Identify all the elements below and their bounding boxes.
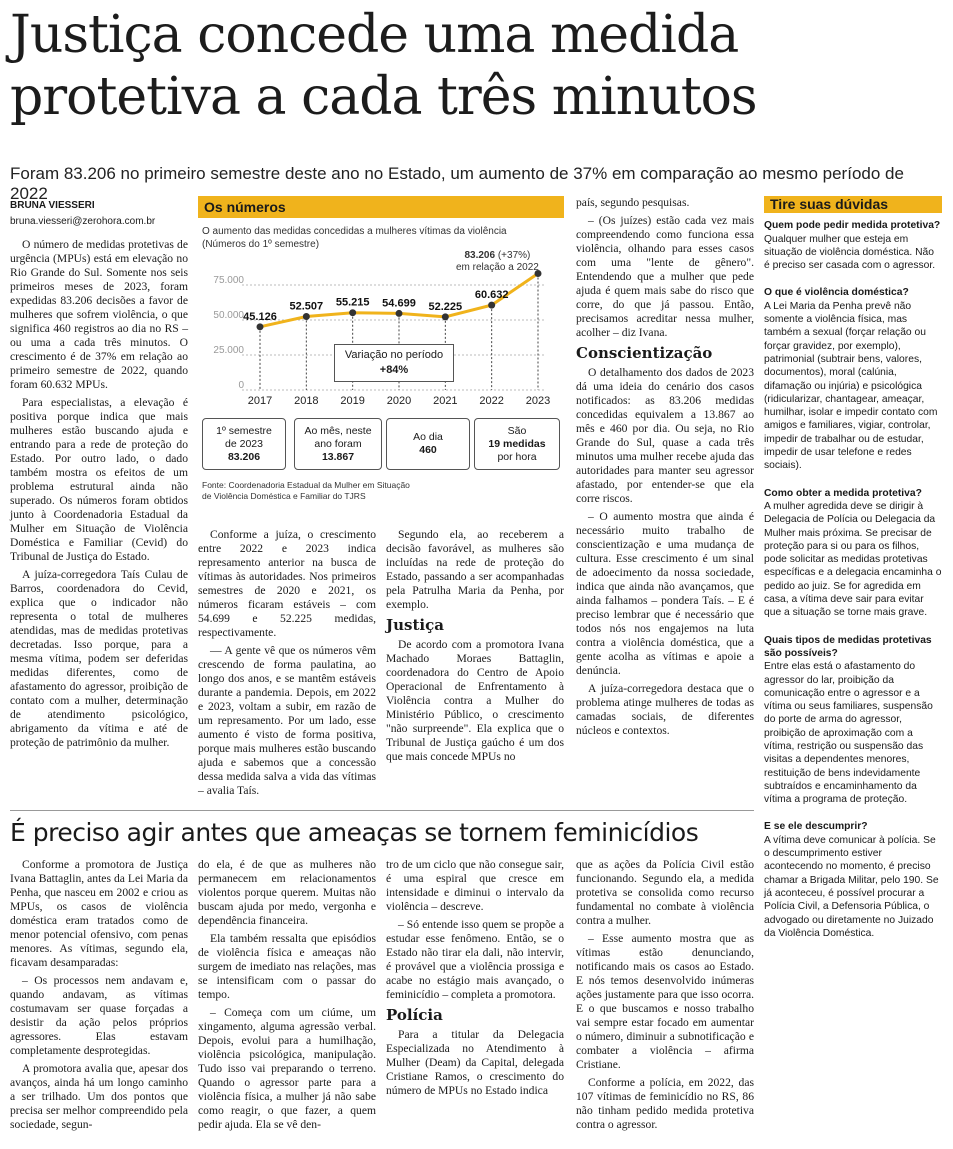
data-point [442,313,449,320]
paragraph: – Os processos nem andavam e, quando andavam, as vítimas costumavam ser quase forçadas a desistir da ação pelos próprios agressores. Elas estavam completamente desprotegidas. [10,974,188,1057]
variation-box [334,344,454,382]
byline-email[interactable]: bruna.viesseri@zerohora.com.br [10,216,156,227]
data-point [257,323,264,330]
headline-line-2: protetiva a cada três minutos [10,67,757,127]
paragraph: que as ações da Polícia Civil estão funcionando. Segundo ela, a medida protetiva se consolida como recurso fundamental no combate à violência contra a mulher. [576,858,754,927]
article-column-1 [10,238,188,754]
paragraph: A juíza-corregedora Taís Culau de Barros, coordenadora do Cevid, explica que o indicador não representa o total de mulheres atendidas, mas de medidas protetivas decretadas. Isso porque, para a mesma vítima, podem ser deferidas medidas diferentes, como de afastamento do agressor, proibição de contato com a mulher, determinação de atendimento psicológico, abrigamento da vítima e até de proteção de patrimônio da mulher. [10,568,188,749]
faq-question: E se ele descumprir? [764,821,868,833]
article-column-2 [198,528,376,802]
variation-value: +84% [379,364,409,376]
stat-box: 1º semestre de 2023 83.206 [202,418,286,470]
section-heading-conscientizacao: Conscientização [576,344,713,362]
x-tick-label: 2017 [247,395,273,407]
byline-name: BRUNA VIESSERI [10,200,95,211]
paragraph: – Esse aumento mostra que as vítimas estão denunciando, notificando mais os casos ao Estado. E nós temos desenvolvido inúmeras ações justamente para que isso ocorra. E o que buscamos e nosso trabalho vai sempre estar focado em aumentar o número, diminuir a subnotificação e combater a violência – afirma Cristiane. [576,932,754,1071]
faq-question: O que é violência doméstica? [764,287,909,299]
paragraph: – O aumento mostra que ainda é necessário muito trabalho de conscientização e uma mudança de cultura. Esse crescimento é um sinal de adoecimento da nossa sociedade, indica que ainda não avançamos, que ainda falhamos – pondera Taís. – E é preciso lembrar que é necessário que todos nós nos engajemos na luta contra a violência doméstica, que a gente acolha as vítimas e apoie a denúncia. [576,510,754,677]
x-tick-label: 2023 [525,395,551,407]
faq-question: Quem pode pedir medida protetiva? [764,220,941,232]
paragraph: – (Os juízes) estão cada vez mais compreendendo como funciona essa violência, olhando para esses casos com uma "lente de gênero". Entendendo que a mulher que pede ajuda é quem mais sabe do risco que corre, do que já passou. Então, precisamos acreditar nessa mulher, acolher – diz Ivana. [576,214,754,339]
article-column-4 [576,196,754,742]
paragraph: A juíza-corregedora destaca que o problema atinge mulheres de todas as camadas sociais, de diferentes núcleos e contextos. [576,682,754,737]
paragraph: Ela também ressalta que episódios de violência física e ameaças não surgem de imediato nas relações, mas se intensificam com o passar do tempo. [198,932,376,1001]
data-label: 55.215 [335,296,370,309]
y-tick-label: 25.000 [213,345,244,356]
headline [10,4,945,128]
x-tick-label: 2022 [479,395,504,407]
section2-column-2 [198,858,376,1136]
x-tick-label: 2020 [386,395,412,407]
faq-question: Como obter a medida protetiva? [764,487,922,499]
paragraph: Para especialistas, a elevação é positiva porque indica que mais mulheres estão buscando ajuda e entrando para a rede de proteção do Estado. Por outro lado, o dado também mostra os efeitos de um problema estrutural ainda não superado. Os números foram obtidos junto à Coordenadoria Estadual da Mulher em Situação de Violência Doméstica e Familiar (Cevid) do Tribunal de Justiça do Estado. [10,396,188,563]
note-pct: (+37%) [497,250,531,261]
stat-box: Ao mês, neste ano foram 13.867 [294,418,382,470]
paragraph: tro de um ciclo que não consegue sair, é uma espiral que cresce em intensidade e diminui o intervalo da violência – descreve. [386,858,564,913]
data-label: 52.507 [289,300,324,313]
data-point [349,309,356,316]
section2-column-3 [386,858,564,1102]
subheadline: Foram 83.206 no primeiro semestre deste ano no Estado, um aumento de 37% em comparação ao mesmo período de 2022 [10,164,904,203]
paragraph: país, segundo pesquisas. [576,196,690,209]
section2-title: É preciso agir antes que ameaças se tornem feminicídios [10,818,699,847]
x-tick-label: 2018 [294,395,319,407]
x-tick-label: 2019 [340,395,365,407]
section2-column-1 [10,858,188,1136]
paragraph: Conforme a polícia, em 2022, das 107 vítimas de feminicídio no RS, 86 não tinham pedido medida protetiva contra o agressor. [576,1076,754,1131]
paragraph: O detalhamento dos dados de 2023 dá uma ideia do cenário dos casos notificados: as 83.206 medidas concedidas equivalem a 13.867 ao mês e 460 por dia. Ou seja, no Rio Grande do Sul, quase a cada três minutos uma mulher recebe ajuda das autoridades para manter seu agressor afastado, por entender-se que ela corre riscos. [576,366,754,505]
paragraph: O número de medidas protetivas de urgência (MPUs) está em elevação no Rio Grande do Sul. Somente nos seis primeiros meses de 2023, foram expedidas 83.206 decisões a favor de mulheres que sofrem violência, o que significa 460 registros ao dia no RS – ou uma a cada três minutos. O crescimento é de 37% em relação ao primeiro semestre de 2022, quando foram 60.632 MPUs. [10,238,188,391]
data-label: 52.225 [428,300,463,313]
data-point [303,313,310,320]
divider [10,810,754,811]
paragraph: — A gente vê que os números vêm crescendo de forma paulatina, ao longo dos anos, e se mantêm estáveis durante a pandemia. Depois, em 2022 e 2023, voltam a subir, em razão de um represamento. Por um lado, esse aumento é visto de forma positiva, porque mais mulheres estão buscando ajuda e sabemos que a concessão dessa medida salva a vida das vítimas – avalia Taís. [198,644,376,797]
data-label: 60.632 [474,289,509,302]
paragraph: do ela, é de que as mulheres não permanecem em relacionamentos violentos porque querem. Muitas não buscam ajuda por medo, vergonha e dependência financeira. [198,858,376,927]
y-tick-label: 0 [238,380,244,391]
numbers-label: Os números [198,196,292,218]
headline-line-1: Justiça concede uma medida [10,5,739,65]
faq-answer: Qualquer mulher que esteja em situação de violência doméstica. Não é preciso ser casada com o agressor. [764,233,936,272]
paragraph: Segundo ela, ao receberem a decisão favorável, as mulheres são incluídas na rede de proteção do Estado, passando a ser acompanhadas pela Patrulha Maria da Penha, por exemplo. [386,528,564,611]
data-label: 54.699 [382,297,416,310]
section-heading-justica: Justiça [386,616,444,634]
faq-answer: Entre elas está o afastamento do agressor do lar, proibição da comunicação entre o agressor e a vítima ou seus familiares, suspensão do porte de arma do agressor, proibição de aproximação com a vítima, restrição ou suspensão das visitas a dependentes menores, restituição de bens indevidamente subtraídos e encaminhamento da vítima a programa de proteção. [764,661,933,806]
variation-label: Variação no período [344,349,444,361]
section-heading-policia: Polícia [386,1006,443,1024]
note-value: 83.206 [464,250,496,261]
article-column-3 [386,528,564,768]
faq-answer: A vítima deve comunicar à polícia. Se o descumprimento estiver acontecendo no momento, é preciso chamar a Brigada Militar, pelo 190. Se já aconteceu, é possível procurar a Polícia Civil, a Defensoria Pública, o advogado ou diretamente no Juizado da Violência Doméstica. [764,834,939,939]
section2-column-4 [576,858,754,1136]
chart-source: Fonte: Coordenadoria Estadual da Mulher em Situação de Violência Doméstica e Familiar do TJRS [202,480,410,501]
data-point [488,302,495,309]
faq-question: Quais tipos de medidas protetivas são possíveis? [764,634,932,659]
faq-answer: A mulher agredida deve se dirigir à Delegacia de Polícia ou Delegacia da Mulher mais próxima. Se precisar de proteção para si ou para os filhos, pode solicitar as medidas protetivas específicas e a delegacia encaminha o pedido ao juiz. Se for agredida em casa, a vítima deve sair para evitar que a situação se torne mais grave. [764,500,942,619]
y-tick-label: 50.000 [213,310,244,321]
data-point [396,310,403,317]
x-tick-label: 2021 [433,395,458,407]
faq-sidebar [764,196,942,954]
faq-answer: A Lei Maria da Penha prevê não somente a violência física, mas também a sexual (forçar relação ou forçar gravidez, por exemplo), patrimonial (subtrair bens, valores, documentos), moral (calúnia, difamação ou injúria) e psicológica (ridicularizar, chantagear, ameaçar, humilhar, isolar e impedir contato com amigos e familiares, vigiar, controlar, impedir de trabalhar ou de estudar, impedir de usar telefone e redes sociais). [764,300,938,472]
paragraph: Conforme a juíza, o crescimento entre 2022 e 2023 indica represamento anterior na busca de vítimas às autoridades. Nos primeiros semestres de 2020 e 2021, os números ficaram estáveis – com 54.699 e 52.225 medidas, respectivamente. [198,528,376,639]
paragraph: Conforme a promotora de Justiça Ivana Battaglin, antes da Lei Maria da Penha, que nasceu em 2002 e criou as MPUs, os casos de violência doméstica eram tratados como de menor potencial ofensivo, com penas menores. As vítimas, segundo ela, ficavam desamparadas: [10,858,188,969]
note-text: em relação a 2022 [456,262,539,273]
paragraph: Para a titular da Delegacia Especializada no Atendimento à Mulher (Deam) da Capital, delegada Cristiane Ramos, o crescimento do número de MPUs no Estado indica [386,1028,564,1097]
paragraph: A promotora avalia que, apesar dos avanços, ainda há um longo caminho a ser trilhado. Um dos pontos que precisa ser melhor compreendido pela sociedade, segun- [10,1062,188,1131]
chart-title: O aumento das medidas concedidas a mulheres vítimas da violência [202,226,507,237]
data-label: 45.126 [243,310,277,323]
numbers-box [198,196,564,516]
chart-subtitle: (Números do 1º semestre) [202,239,320,250]
chart-note [456,250,539,274]
faq-label: Tire suas dúvidas [764,196,942,213]
paragraph: – Começa com um ciúme, um xingamento, alguma agressão verbal. Depois, evolui para a humilhação, violência psicológica, manipulação. Tudo isso vai preparando o terreno. Quando o agressor parte para a violência física, a mulher já não sabe como reagir, o que fazer, a quem pedir ajuda. Ela se vê den- [198,1006,376,1131]
paragraph: – Só entende isso quem se propõe a estudar esse fenômeno. Então, se o Estado não tirar ela dali, não intervir, é provável que a violência prossiga e acabe no estágio mais avançado, o feminicídio – completa a promotora. [386,918,564,1001]
y-tick-label: 75.000 [213,275,244,286]
paragraph: De acordo com a promotora Ivana Machado Moraes Battaglin, coordenadora do Centro de Apoio Operacional de Enfrentamento à Violência contra a Mulher do Ministério Público, o crescimento "não surpreende". Ela explica que o Tribunal de Justiça gaúcho é um dos que mais concede MPUs no [386,638,564,763]
stat-box: Ao dia 460 [386,418,470,470]
stat-box: São 19 medidas por hora [474,418,560,470]
